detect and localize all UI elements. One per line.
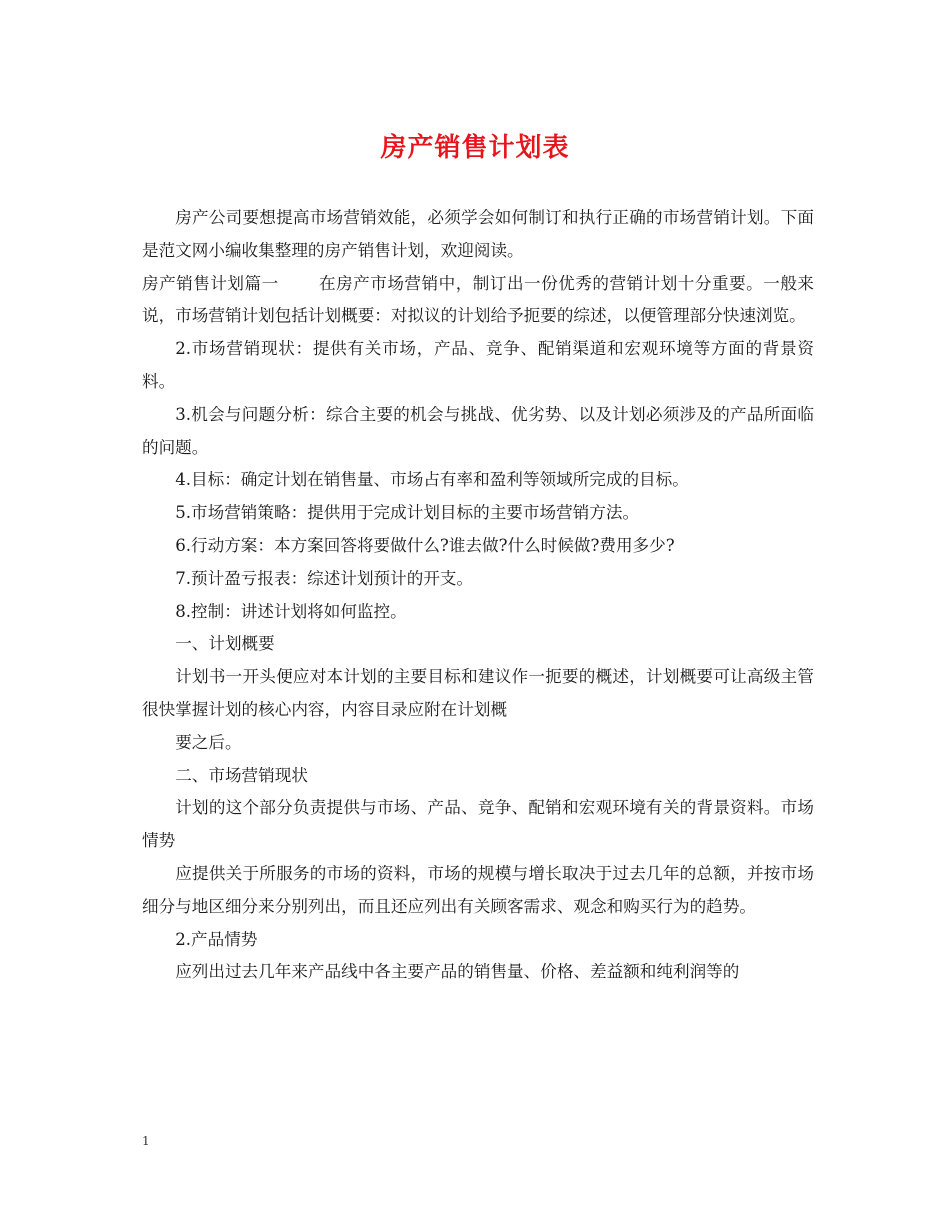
product-situation-paragraph: 应列出过去几年来产品线中各主要产品的销售量、价格、差益额和纯利润等的 [175,962,740,982]
section-paragraph [142,268,814,334]
list-item: 6.行动方案：本方案回答将要做什么?谁去做?什么时候做?费用多少? [175,535,675,555]
document-body [142,202,814,989]
section-intro: 在房产市场营销中，制订出一份优秀的营销计划十分重要。一般来说，市场营销计划包括计划概要：对拟议的计划给予扼要的综述，以便管理部分快速浏览。 [142,273,814,326]
document-title: 房产销售计划表 [380,133,570,163]
summary-paragraph: 计划书一开头便应对本计划的主要目标和建议作一扼要的概述，计划概要可让高级主管很快掌握计划的核心内容，内容目录应附在计划概 [142,667,814,719]
section-label: 房产销售计划篇一 [142,273,279,293]
list-item: 4.目标：确定计划在销售量、市场占有率和盈利等领域所完成的目标。 [175,470,689,490]
list-item: 8.控制：讲述计划将如何监控。 [175,601,407,621]
heading-market-status: 二、市场营销现状 [175,765,308,785]
market-status-paragraph: 计划的这个部分负责提供与市场、产品、竞争、配销和宏观环境有关的背景资料。市场情势 [142,798,814,851]
list-item: 5.市场营销策略：提供用于完成计划目标的主要市场营销方法。 [175,503,640,523]
heading-summary: 一、计划概要 [175,634,275,654]
page-number: 1 [142,1134,150,1148]
heading-product-situation: 2.产品情势 [175,929,258,949]
market-situation-paragraph: 应提供关于所服务的市场的资料，市场的规模与增长取决于过去几年的总额，并按市场细分与地区细分来分别列出，而且还应列出有关顾客需求、观念和购买行为的趋势。 [142,863,814,916]
list-item: 2.市场营销现状：提供有关市场，产品、竞争、配销渠道和宏观环境等方面的背景资料。 [142,339,814,391]
list-item: 3.机会与问题分析：综合主要的机会与挑战、优劣势、以及计划必须涉及的产品所面临的问题。 [142,404,814,457]
list-item: 7.预计盈亏报表：综述计划预计的开支。 [175,568,474,588]
summary-paragraph-continued: 要之后。 [175,732,242,752]
intro-paragraph: 房产公司要想提高市场营销效能，必须学会如何制订和执行正确的市场营销计划。下面是范文网小编收集整理的房产销售计划，欢迎阅读。 [142,208,814,260]
